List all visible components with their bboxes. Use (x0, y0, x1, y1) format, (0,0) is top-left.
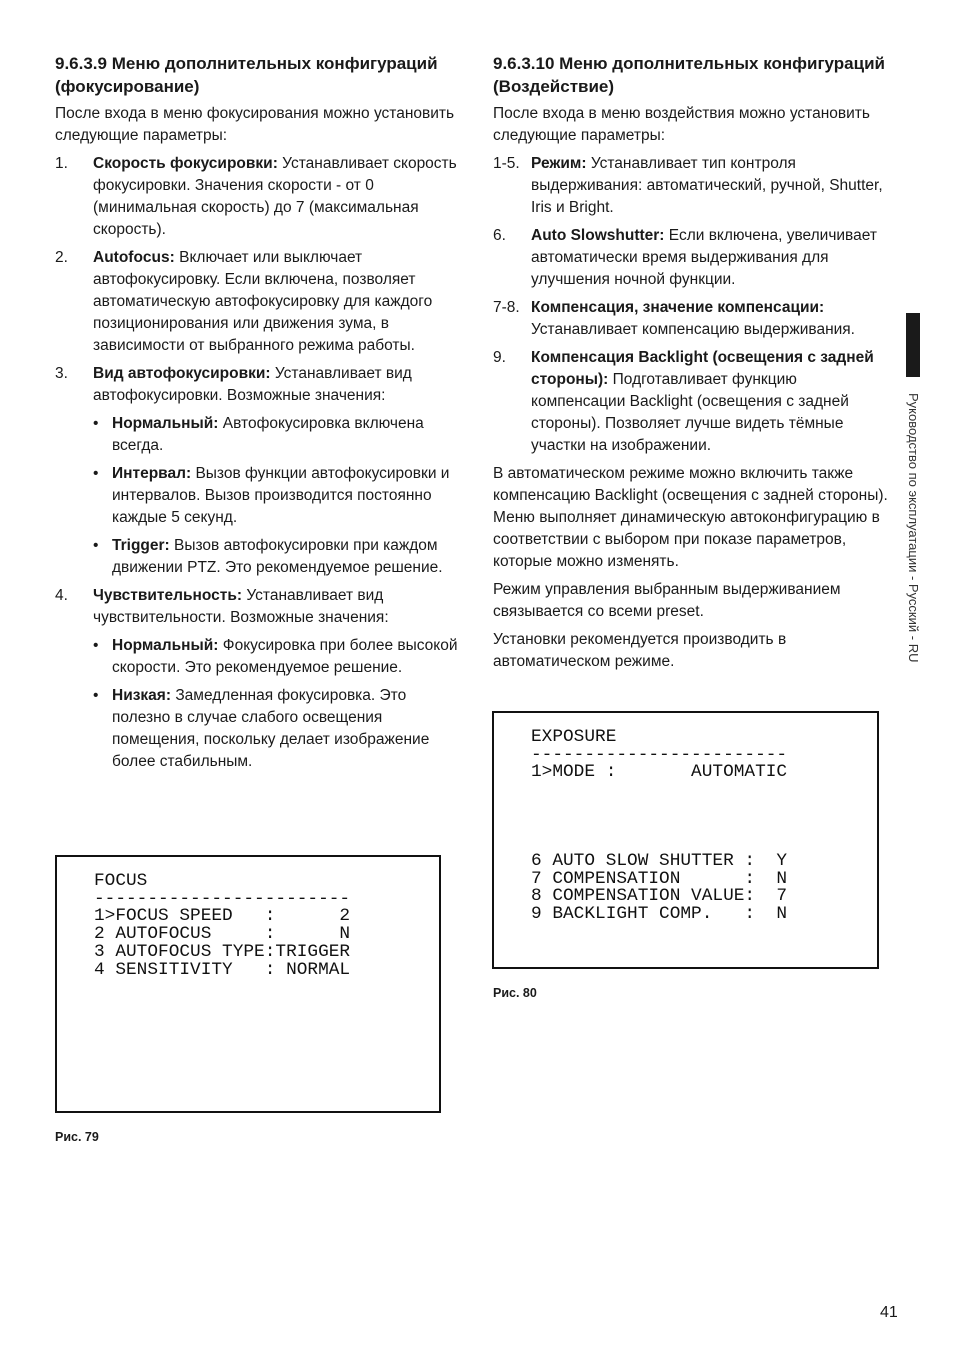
bullet-text: Вызов функции автофокусировки и интервалов. Вызов производится постоянно каждые 5 секунд. (112, 465, 450, 526)
item-number: 6. (493, 227, 506, 244)
focus-menu-screen (55, 855, 441, 1113)
exposure-menu-text: EXPOSURE ------------------------ 1>MODE : AUTOMATIC 6 AUTO SLOW SHUTTER : Y 7 COMPENSATION : N 8 COMPENSATION VALUE: 7 9 BACKLIGHT COMP. : N (531, 727, 788, 925)
side-label: Руководство по эксплуатации - Русский - RU (906, 393, 921, 663)
exposure-menu-screen (492, 711, 879, 969)
bullet-text: Фокусировка при более высокой скорости. Это рекомендуемое решение. (112, 637, 458, 676)
bullet-text: Автофокусировка включена всегда. (112, 415, 424, 454)
bullet-label: Trigger: (112, 537, 170, 554)
item-label: Чувствительность: (93, 587, 243, 604)
item-text: Устанавливает вид автофокусировки. Возможные значения: (93, 365, 412, 404)
bullet-icon: • (93, 687, 99, 704)
bullet-text: Замедленная фокусировка. Это полезно в случае слабого освещения помещения, поскольку делает изображение более стабильным. (112, 687, 430, 770)
item-label: Режим: (531, 155, 587, 172)
list-item (55, 363, 460, 407)
bullet-label: Нормальный: (112, 637, 219, 654)
list-item (493, 297, 893, 341)
bullet-label: Низкая: (112, 687, 172, 704)
item-number: 1-5. (493, 155, 520, 172)
bullet-item (55, 463, 460, 529)
bullet-item (55, 535, 460, 579)
item-text: Подготавливает функцию компенсации Backlight (освещения с задней стороны). Позволяет лучше видеть тёмные участки на изображении. (531, 371, 849, 454)
list-item (493, 153, 893, 219)
list-item (55, 153, 460, 241)
bullet-icon: • (93, 465, 99, 482)
intro-focus: После входа в меню фокусирования можно установить следующие параметры: (55, 105, 455, 144)
item-label: Вид автофокусировки: (93, 365, 271, 382)
right-column (493, 52, 893, 679)
item-number: 7-8. (493, 299, 520, 316)
left-column (55, 52, 460, 779)
bullet-label: Интервал: (112, 465, 192, 482)
item-text: Если включена, увеличивает автоматически время выдерживания для улучшения ночной функции. (531, 227, 877, 288)
item-text: Устанавливает компенсацию выдерживания. (531, 321, 855, 338)
item-text: Включает или выключает автофокусировку. Если включена, позволяет автоматическую автофокусировку для каждого позиционирования или движения зума, в зависимости от выбранного режима работы. (93, 249, 433, 354)
list-item (493, 347, 893, 457)
section-heading-focus: 9.6.3.9 Меню дополнительных конфигураций (фокусирование) (55, 54, 438, 96)
item-number: 2. (55, 249, 68, 266)
section-heading-exposure: 9.6.3.10 Меню дополнительных конфигураций (Воздействие) (493, 54, 885, 96)
item-label: Auto Slowshutter: (531, 227, 665, 244)
item-text: Устанавливает вид чувствительности. Возможные значения: (93, 587, 389, 626)
paragraph-auto-backlight: В автоматическом режиме можно включить также компенсацию Backlight (освещения с задней стороны). Меню выполняет динамическую автоконфигурацию в соответствии с выбором при показе параметров, которые можно изменять. (493, 465, 888, 570)
bullet-label: Нормальный: (112, 415, 219, 432)
paragraph-preset: Режим управления выбранным выдерживанием связывается со всеми preset. (493, 581, 841, 620)
bullet-icon: • (93, 415, 99, 432)
autofocus-type-options (55, 413, 460, 579)
paragraph-recommendation: Установки рекомендуется производить в автоматическом режиме. (493, 631, 787, 670)
list-item (493, 225, 893, 291)
bullet-item (55, 685, 460, 773)
figure-caption-80: Рис. 80 (493, 986, 537, 1000)
item-number: 1. (55, 155, 68, 172)
page-number: 41 (880, 1304, 898, 1321)
list-item (55, 247, 460, 357)
item-label: Компенсация, значение компенсации: (531, 299, 825, 316)
intro-exposure: После входа в меню воздействия можно установить следующие параметры: (493, 105, 870, 144)
section-tab-marker (906, 313, 920, 377)
item-number: 9. (493, 349, 506, 366)
item-label: Скорость фокусировки: (93, 155, 278, 172)
item-number: 3. (55, 365, 68, 382)
item-number: 4. (55, 587, 68, 604)
bullet-item (55, 413, 460, 457)
list-item (55, 585, 460, 629)
bullet-icon: • (93, 537, 99, 554)
focus-menu-text: FOCUS ------------------------ 1>FOCUS SPEED : 2 2 AUTOFOCUS : N 3 AUTOFOCUS TYPE:TRIGGER 4 SENSITIVITY : NORMAL (94, 871, 351, 980)
item-text: Устанавливает скорость фокусировки. Значения скорости - от 0 (минимальная скорость) до 7 (максимальная скорость). (93, 155, 457, 238)
bullet-item (55, 635, 460, 679)
item-label: Autofocus: (93, 249, 175, 266)
sensitivity-options (55, 635, 460, 773)
item-text: Устанавливает тип контроля выдерживания: автоматический, ручной, Shutter, Iris и Bright. (531, 155, 883, 216)
figure-caption-79: Рис. 79 (55, 1130, 99, 1144)
bullet-text: Вызов автофокусировки при каждом движении PTZ. Это рекомендуемое решение. (112, 537, 443, 576)
bullet-icon: • (93, 637, 99, 654)
item-label: Компенсация Backlight (освещения с задней стороны): (531, 349, 874, 388)
